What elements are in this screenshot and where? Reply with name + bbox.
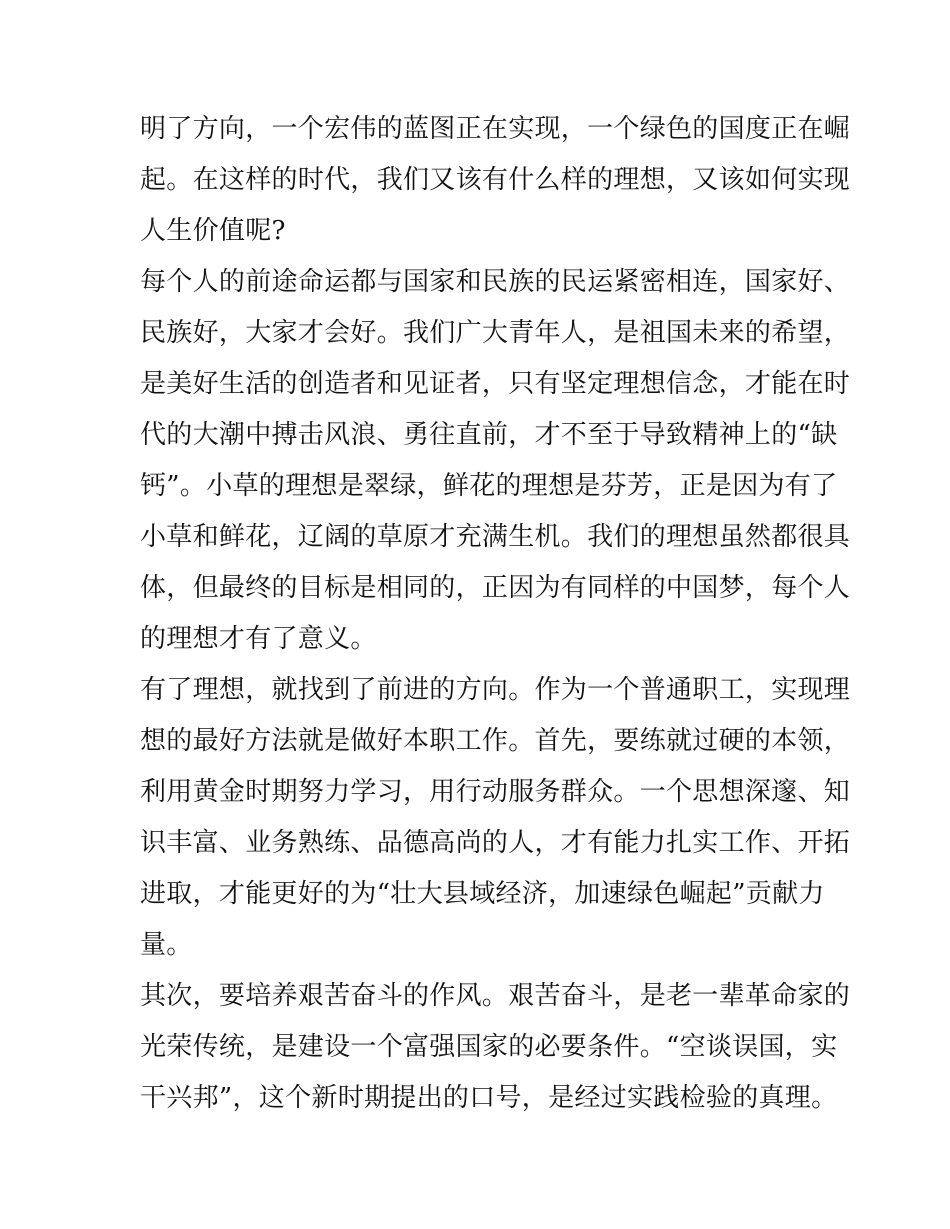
body-text (140, 104, 851, 1124)
text-line: 其次，要培养艰苦奋斗的作风。艰苦奋斗，是老一辈革命家的 (140, 981, 851, 1011)
text-line: 干兴邦”，这个新时期提出的口号，是经过实践检验的真理。 (140, 1083, 838, 1113)
text-line: 的理想才有了意义。 (140, 624, 377, 654)
text-line: 小草和鲜花，辽阔的草原才充满生机。我们的理想虽然都很具 (140, 522, 851, 552)
text-line: 光荣传统，是建设一个富强国家的必要条件。“空谈误国，实 (140, 1032, 838, 1062)
text-line: 明了方向，一个宏伟的蓝图正在实现，一个绿色的国度正在崛 (140, 114, 851, 144)
text-line: 代的大潮中搏击风浪、勇往直前，才不至于导致精神上的“缺 (140, 420, 838, 450)
text-line: 民族好，大家才会好。我们广大青年人，是祖国未来的希望， (140, 318, 851, 348)
text-line: 想的最好方法就是做好本职工作。首先，要练就过硬的本领， (140, 726, 851, 756)
text-line: 钙”。小草的理想是翠绿，鲜花的理想是芬芳，正是因为有了 (140, 471, 838, 501)
text-line: 进取，才能更好的为“壮大县域经济，加速绿色崛起”贡献力 (140, 879, 825, 909)
text-line: 识丰富、业务熟练、品德高尚的人，才有能力扎实工作、开拓 (140, 828, 851, 858)
text-line: 是美好生活的创造者和见证者，只有坚定理想信念，才能在时 (140, 369, 851, 399)
text-line: 人生价值呢? (140, 216, 286, 246)
text-line: 体，但最终的目标是相同的，正因为有同样的中国梦，每个人 (140, 573, 851, 603)
text-line: 起。在这样的时代，我们又该有什么样的理想，又该如何实现 (140, 165, 851, 195)
text-line: 利用黄金时期努力学习，用行动服务群众。一个思想深邃、知 (140, 777, 851, 807)
text-line: 有了理想，就找到了前进的方向。作为一个普通职工，实现理 (140, 675, 851, 705)
text-line: 量。 (140, 930, 193, 960)
text-line: 每个人的前途命运都与国家和民族的民运紧密相连，国家好、 (140, 267, 851, 297)
